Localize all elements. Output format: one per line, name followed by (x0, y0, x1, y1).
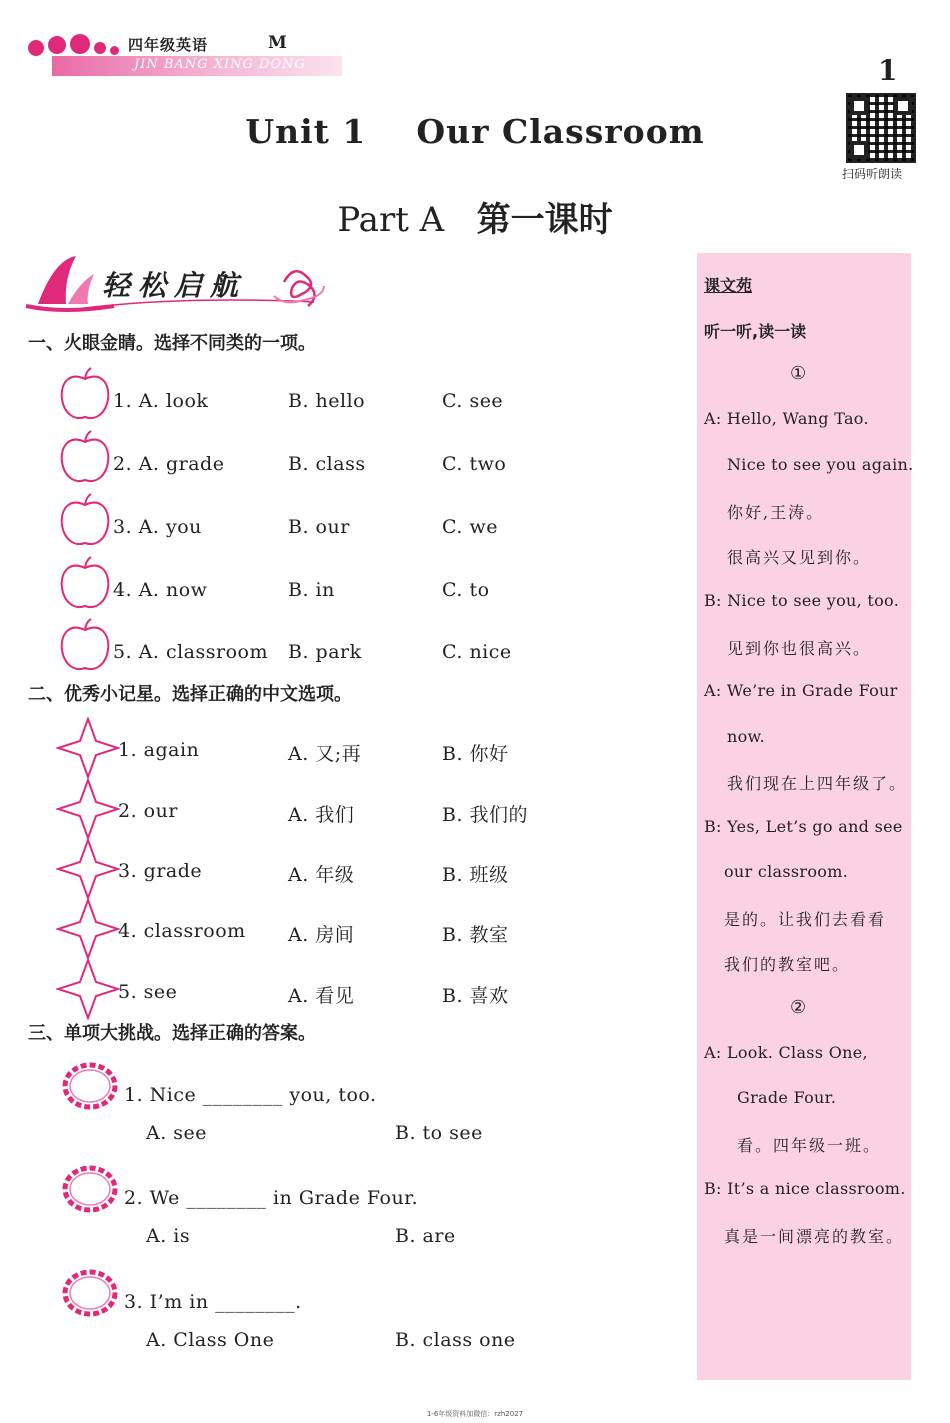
star-icon (56, 958, 120, 1020)
s3-item-2-question: 2. We ________ in Grade Four. (124, 1187, 419, 1209)
s1-item-4-c: C. to (442, 579, 490, 601)
s1-item-1-b: B. hello (288, 390, 366, 412)
dialog-line: 看。四年级一班。 (737, 1136, 882, 1155)
dialog1-number: ① (790, 363, 807, 384)
star-icon (56, 778, 120, 840)
s2-item-4-b: B. 教室 (442, 924, 509, 946)
s1-item-3-c: C. we (442, 516, 498, 538)
qr-caption: 扫码听朗读 (842, 167, 903, 181)
part-label: Part A (337, 200, 445, 240)
wreath-icon (60, 1163, 120, 1215)
s1-item-1-a: 1. A. look (113, 390, 209, 412)
edition-label: M (268, 33, 287, 53)
unit-name: Our Classroom (416, 112, 705, 151)
s1-item-3-b: B. our (288, 516, 350, 538)
dialog-line: A: We’re in Grade Four (704, 681, 898, 700)
s2-item-5-b: B. 喜欢 (442, 985, 509, 1007)
s2-item-3-b: B. 班级 (442, 864, 509, 886)
lesson-label: 第一课时 (476, 200, 613, 240)
s1-item-4-a: 4. A. now (113, 579, 208, 601)
apple-icon (58, 430, 112, 486)
s1-item-2-b: B. class (288, 453, 366, 475)
s2-item-1-b: B. 你好 (442, 743, 509, 765)
dialog-line: our classroom. (724, 862, 849, 881)
s2-item-4-a: A. 房间 (288, 924, 355, 946)
dialog-line: A: Look. Class One, (704, 1043, 868, 1062)
star-icon (56, 717, 120, 779)
wreath-icon (60, 1267, 120, 1319)
section1-heading: 一、火眼金睛。选择不同类的一项。 (28, 333, 316, 354)
dialog-line: 你好,王涛。 (727, 503, 825, 522)
s1-item-1-c: C. see (442, 390, 504, 412)
s1-item-3-a: 3. A. you (113, 516, 202, 538)
apple-icon (58, 493, 112, 549)
section-banner-title: 轻松启航 (102, 269, 247, 302)
s3-item-3-b: B. class one (395, 1329, 516, 1351)
footer-note: 1-6年级资料加微信：rzh2027 (426, 1410, 524, 1418)
star-icon (56, 898, 120, 960)
s3-item-2-a: A. is (146, 1225, 191, 1247)
dialog-line: now. (727, 727, 766, 746)
s1-item-5-b: B. park (288, 641, 362, 663)
dialog2-number: ② (790, 997, 807, 1018)
dialog-line: Nice to see you again. (727, 455, 914, 474)
dialog-line: B: Yes, Let’s go and see (704, 817, 903, 836)
s2-item-5-word: 5. see (118, 981, 178, 1003)
s2-item-2-a: A. 我们 (288, 804, 355, 826)
unit-title (0, 112, 950, 151)
s1-item-2-a: 2. A. grade (113, 453, 225, 475)
apple-icon (58, 618, 112, 674)
s1-item-4-b: B. in (288, 579, 335, 601)
sidebar-subheading: 听一听,读一读 (704, 322, 807, 341)
s2-item-2-b: B. 我们的 (442, 804, 529, 826)
s2-item-3-a: A. 年级 (288, 864, 355, 886)
page-number: 1 (878, 54, 898, 87)
s1-item-5-c: C. nice (442, 641, 512, 663)
wreath-icon (60, 1060, 120, 1112)
s3-item-1-b: B. to see (395, 1122, 483, 1144)
dialog-line: B: Nice to see you, too. (704, 591, 900, 610)
dialog-line: 见到你也很高兴。 (727, 639, 872, 658)
s2-item-3-word: 3. grade (118, 860, 203, 882)
s3-item-2-b: B. are (395, 1225, 456, 1247)
dialog-line: A: Hello, Wang Tao. (704, 409, 869, 428)
s3-item-3-question: 3. I’m in ________. (124, 1291, 302, 1313)
sidebar-heading: 课文苑 (704, 276, 753, 295)
star-icon (56, 838, 120, 900)
s2-item-4-word: 4. classroom (118, 920, 246, 942)
series-name: JIN BANG XING DONG (134, 57, 306, 72)
s2-item-2-word: 2. our (118, 800, 178, 822)
section2-heading: 二、优秀小记星。选择正确的中文选项。 (28, 684, 352, 705)
dialog-line: 很高兴又见到你。 (727, 548, 872, 567)
dialog-line: Grade Four. (737, 1088, 837, 1107)
s1-item-2-c: C. two (442, 453, 507, 475)
s3-item-1-a: A. see (146, 1122, 208, 1144)
s2-item-5-a: A. 看见 (288, 985, 355, 1007)
s1-item-5-a: 5. A. classroom (113, 641, 268, 663)
section3-heading: 三、单项大挑战。选择正确的答案。 (28, 1023, 316, 1044)
unit-number: Unit 1 (245, 112, 367, 151)
s3-item-1-question: 1. Nice ________ you, too. (124, 1084, 377, 1106)
dialog-line: 真是一间漂亮的教室。 (724, 1227, 905, 1246)
dialog-line: 我们现在上四年级了。 (727, 774, 908, 793)
book-title: 四年级英语 (128, 36, 209, 54)
dialog-line: B: It’s a nice classroom. (704, 1179, 906, 1198)
apple-icon (58, 367, 112, 423)
s2-item-1-word: 1. again (118, 739, 200, 761)
apple-icon (58, 556, 112, 612)
dialog-line: 我们的教室吧。 (724, 955, 851, 974)
dialog-line: 是的。让我们去看看 (724, 910, 887, 929)
s3-item-3-a: A. Class One (146, 1329, 275, 1351)
part-title (0, 192, 950, 241)
s2-item-1-a: A. 又;再 (288, 743, 362, 765)
